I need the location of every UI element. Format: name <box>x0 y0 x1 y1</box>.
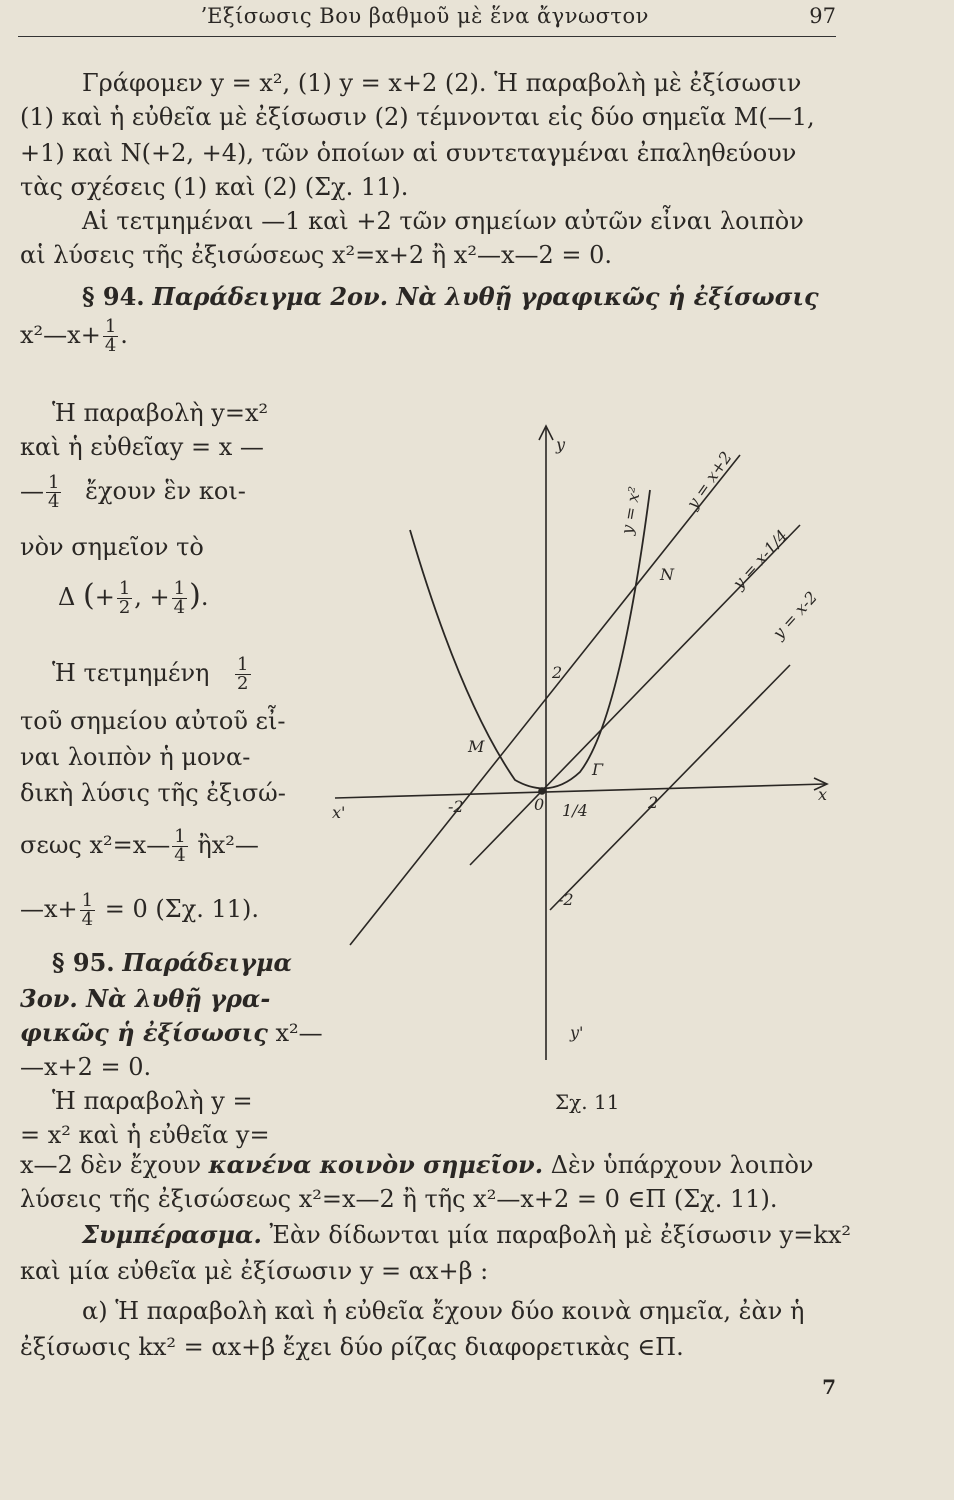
label-tick-2x: 2 <box>648 793 659 812</box>
parabola-curve <box>410 490 650 788</box>
label-y: y <box>556 435 566 454</box>
label-x: x <box>818 785 828 804</box>
label-parabola: y = x² <box>617 485 645 536</box>
figure-11 <box>320 400 850 1080</box>
para1-line-2: (1) καὶ ἡ εὐθεῖα μὲ ἐξίσωσιν (2) τέμνονται εἰς δύο σημεῖα Μ(—1, <box>20 103 815 131</box>
running-title: ʼΕξίσωσις Βου βαθμοῦ μὲ ἕνα ἄγνωστον <box>200 4 649 28</box>
section-94-title: Παράδειγμα 2ον. Νὰ λυθῇ γραφικῶς ἡ ἐξίσωσις <box>152 282 819 311</box>
label-G: Γ <box>592 760 604 779</box>
narrow-line-7: ναι λοιπὸν ἡ μονα- <box>20 743 251 771</box>
label-tick-2y: 2 <box>552 663 563 682</box>
narrow-line-4: νὸν σημεῖον τὸ <box>20 533 204 561</box>
eq94-fraction: $\frac{1}{4}$ <box>104 316 117 356</box>
page-number: 97 <box>809 4 836 28</box>
narrow-line-10: —x+ $\frac{1}{4}$ = 0 (Σχ. 11). <box>20 890 260 930</box>
para1-line-6: αἱ λύσεις τῆς ἐξισώσεως x²=x+2 ἢ x²—x—2 = 0. <box>20 241 613 269</box>
section-94-equation: x²—x+ $\frac{1}{4}$ . <box>20 316 128 356</box>
end-line-3: Συμπέρασμα. Ἐὰν δίδωνται μία παραβολὴ μὲ ἐξίσωσιν y=kx² <box>82 1220 852 1249</box>
eq94-prefix: x²—x+ <box>20 321 101 349</box>
label-M: M <box>468 737 485 756</box>
narrow-line-8: δικὴ λύσις τῆς ἐξισώ- <box>20 779 286 807</box>
label-tick-m2x: -2 <box>448 797 464 816</box>
section-94-number: § 94. <box>82 282 145 311</box>
delta-point: Δ (+ $\frac{1}{2}$ , + $\frac{1}{4}$ ). <box>58 578 209 618</box>
para1-line-3: +1) καὶ Ν(+2, +4), τῶν ὁποίων αἱ συντεταγμέναι ἐπαληθεύουν <box>20 139 797 167</box>
narrow-line-6: τοῦ σημείου αὐτοῦ εἶ- <box>20 707 286 735</box>
section-95-line-4: —x+2 = 0. <box>20 1053 152 1081</box>
narrow-line-3: — $\frac{1}{4}$ ἔχουν ἓν κοι- <box>20 472 246 512</box>
line-y-x-minus-2 <box>550 665 790 910</box>
section-94-heading <box>82 282 902 312</box>
label-line2: y = x-1/4 <box>728 526 792 593</box>
narrow-line-1: Ἡ παραβολὴ y=x² <box>52 399 269 427</box>
label-N: N <box>660 565 674 584</box>
x-axis <box>335 784 825 798</box>
end-line-2: λύσεις τῆς ἐξισώσεως x²=x—2 ἢ τῆς x²—x+2 = 0 ∈Π (Σχ. 11). <box>20 1185 778 1213</box>
section-95-line-2: 3ον. Νὰ λυθῇ γρα- <box>20 984 271 1013</box>
end-line-1: x—2 δὲν ἔχουν κανένα κοινὸν σημεῖον. Δὲν ὑπάρχουν λοιπὸν <box>20 1150 814 1179</box>
end-line-5: α) Ἡ παραβολὴ καὶ ἡ εὐθεῖα ἔχουν δύο κοινὰ σημεῖα, ἐὰν ἡ <box>82 1297 805 1325</box>
label-tick-m2y: -2 <box>558 890 574 909</box>
narrow-line-2: καὶ ἡ εὐθεῖαy = x — <box>20 433 264 461</box>
section-95-line-6: = x² καὶ ἡ εὐθεῖα y= <box>20 1121 270 1149</box>
label-line1: y = x+2 <box>682 447 736 513</box>
para1-line-5: Αἱ τετμημέναι —1 καὶ +2 τῶν σημείων αὐτῶν εἶναι λοιπὸν <box>82 207 804 235</box>
section-95-line-3: φικῶς ἡ ἐξίσωσις x²— <box>20 1018 323 1047</box>
section-95-line-5: Ἡ παραβολὴ y = <box>52 1087 253 1115</box>
para1-line-4: τὰς σχέσεις (1) καὶ (2) (Σχ. 11). <box>20 173 409 201</box>
narrow-line-5: Ἡ τετμημένη $\frac{1}{2}$ <box>52 654 249 694</box>
point-delta <box>539 788 545 794</box>
narrow-line-9: σεως x²=x— $\frac{1}{4}$ ἢx²— <box>20 826 259 866</box>
label-origin: 0 <box>534 795 545 814</box>
para1-line-1: Γράφομεν y = x², (1) y = x+2 (2). Ἡ παραβολὴ μὲ ἐξίσωσιν <box>82 69 802 97</box>
frac-quarter: $\frac{1}{4}$ <box>48 472 60 512</box>
label-line3: y = x-2 <box>768 587 822 643</box>
end-line-4: καὶ μία εὐθεῖα μὲ ἐξίσωσιν y = αx+β : <box>20 1257 489 1285</box>
end-line-6: ἐξίσωσις kx² = αx+β ἔχει δύο ρίζας διαφορετικὰς ∈Π. <box>20 1333 684 1361</box>
line-y-x-plus-2 <box>350 455 740 945</box>
signature-mark: 7 <box>822 1375 836 1399</box>
label-tick-quarter: 1/4 <box>562 801 588 820</box>
figure-caption: Σχ. 11 <box>555 1090 620 1114</box>
label-y-prime: y' <box>570 1023 584 1042</box>
section-95-heading: § 95. Παράδειγμα <box>52 948 292 977</box>
header-rule <box>18 36 836 37</box>
label-x-prime: x' <box>332 803 346 822</box>
